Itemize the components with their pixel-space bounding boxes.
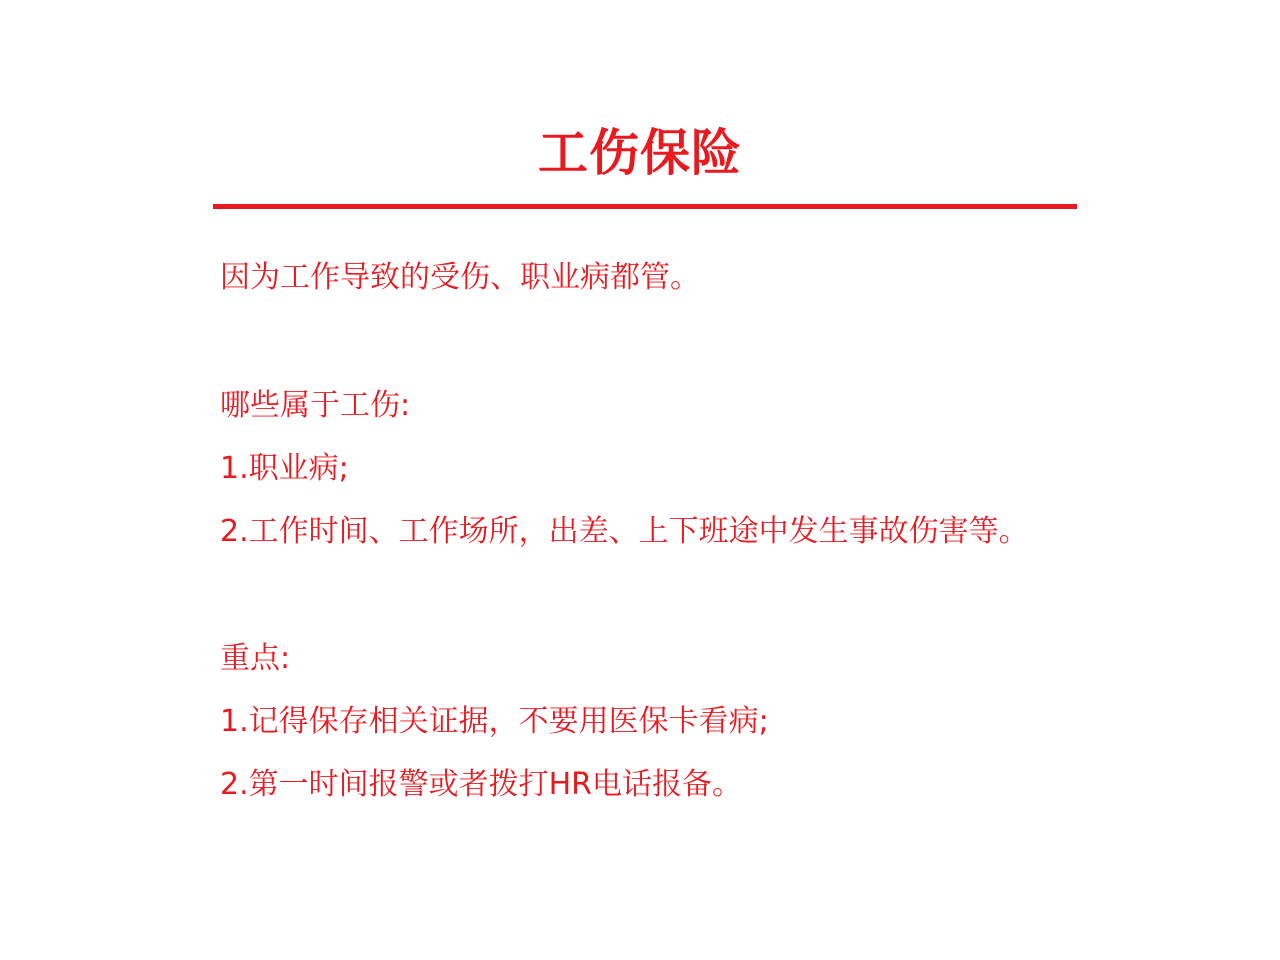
scope-item: 2.工作时间、工作场所，出差、上下班途中发生事故伤害等。 <box>220 514 1029 549</box>
scope-item: 1.职业病; <box>220 451 349 486</box>
key-points-heading: 重点: <box>220 641 291 676</box>
scope-heading: 哪些属于工伤: <box>220 388 411 423</box>
intro-text: 因为工作导致的受伤、职业病都管。 <box>220 260 700 295</box>
title-divider <box>213 204 1077 209</box>
page-title: 工伤保险 <box>538 124 742 182</box>
key-point-item: 2.第一时间报警或者拨打HR电话报备。 <box>220 767 743 802</box>
key-point-item: 1.记得保存相关证据，不要用医保卡看病; <box>220 704 769 739</box>
